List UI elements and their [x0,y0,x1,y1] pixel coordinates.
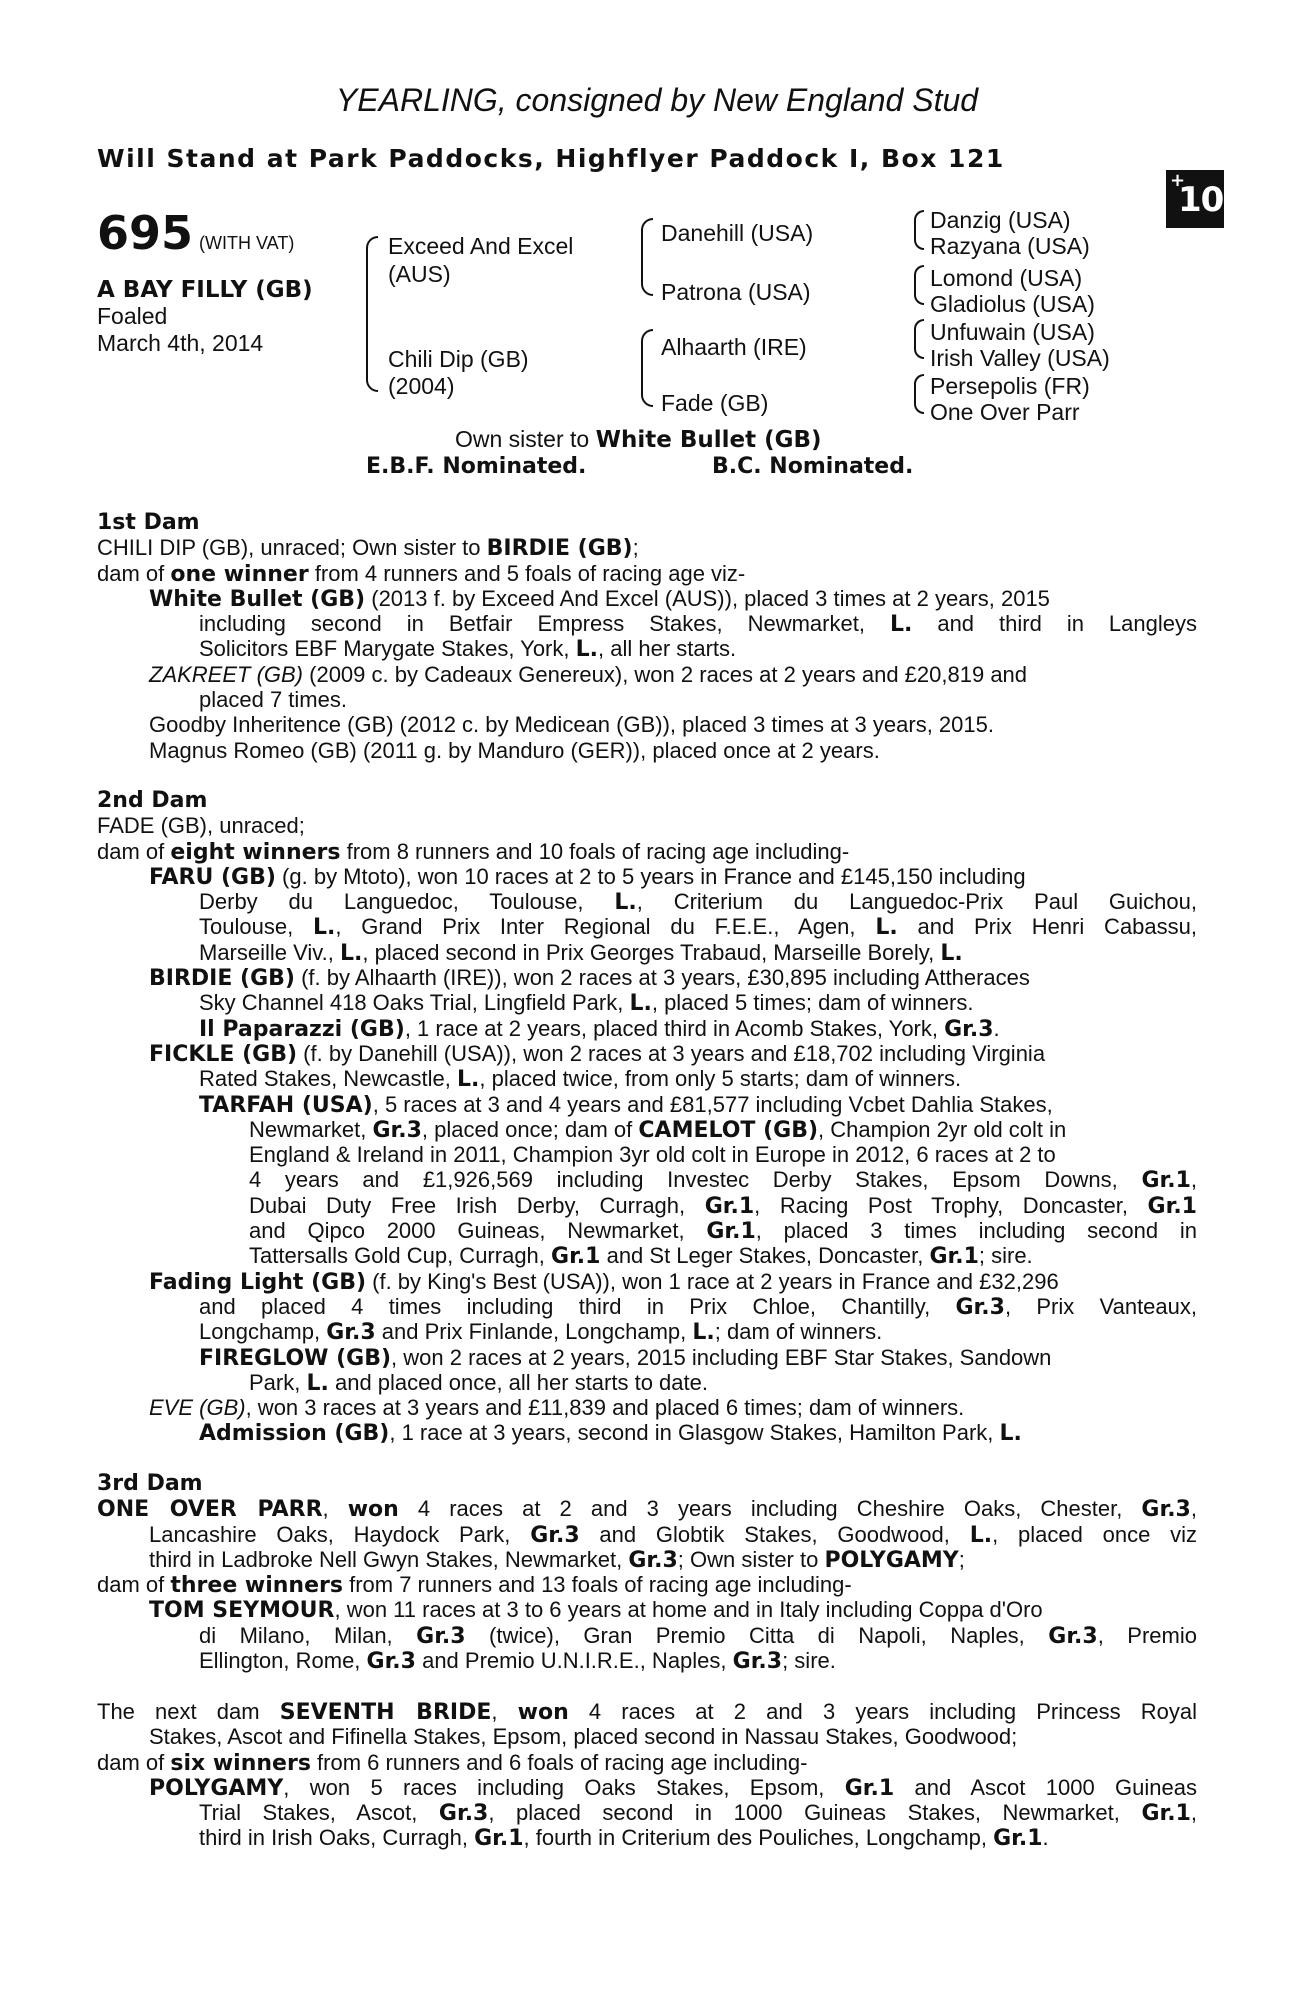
lot-badge [1166,170,1224,228]
pedigree-bracket-4c [914,319,924,359]
progeny-magnus-romeo: Magnus Romeo (GB) (2011 g. by Manduro (GER)), placed once at 2 years. [149,737,880,763]
third-dam-section: 3rd Dam ONE OVER PARR, won 4 races at 2 and 3 years including Cheshire Oaks, Chester, Gr.3, Lancashire Oaks, Haydock Park, Gr.3 and Globtik Stakes, Goodwood, L., placed once viz third in Ladbroke Nell Gwyn Stakes, Newmarket, Gr.3; Own sister to POLYGAMY; dam of three winners from 7 runners and 13 foals of racing age including- TOM SEYMOUR, won 11 races at 3 to 6 years at home and in Italy including Coppa d'Oro di Milano, Milan, Gr.3 (twice), Gran Premio Citta di Napoli, Naples, Gr.3, Premio Ellington, Rome, Gr.3 and Premio U.N.I.R.E., Naples, Gr.3; sire. [97,1471,1197,1675]
progeny-faru: FARU (GB) (g. by Mtoto), won 10 races at 2 to 5 years in France and £145,150 including [149,863,1026,890]
pedigree-bracket-sire [641,218,653,296]
foaled-date: March 4th, 2014 [97,330,264,356]
progeny-eve: EVE (GB), won 3 races at 3 years and £11,839 and placed 6 times; dam of winners. [149,1395,965,1421]
third-dam-heading: 3rd Dam [97,1471,203,1496]
progeny-goodby-inheritence: Goodby Inheritence (GB) (2012 c. by Medicean (GB)), placed 3 times at 3 years, 2015. [149,712,994,738]
progeny-fading-light: Fading Light (GB) (f. by King's Best (USA)), won 1 race at 2 years in France and £32,296 [149,1268,1059,1295]
pedigree-sire-sire: Danehill (USA) [661,220,814,246]
pedigree-sire: Exceed And Excel [388,233,574,259]
progeny-polygamy: POLYGAMY, won 5 races including Oaks Stakes, Epsom, Gr.1 and Ascot 1000 Guineas [149,1774,1197,1801]
pedigree-bracket-main [366,236,378,392]
badge-number: 10 [1178,180,1224,220]
lot-number-line [97,208,294,258]
progeny-admission: Admission (GB), 1 race at 3 years, second in Glasgow Stakes, Hamilton Park, L. [199,1420,1022,1447]
pedigree-ggd-2: Gladiolus (USA) [930,291,1095,317]
pedigree-bracket-4d [914,374,924,414]
badge-plus: + [1170,170,1186,191]
own-sister-note: Own sister to White Bullet (GB) [455,426,822,453]
pedigree-sire-origin: (AUS) [388,261,451,287]
ebf-nominated: E.B.F. Nominated. [366,454,587,479]
progeny-birdie: BIRDIE (GB) (f. by Alhaarth (IRE)), won 2 races at 3 years, £30,895 including Attheraces [149,965,1030,992]
catalogue-subtitle: YEARLING, consigned by New England Stud [335,82,979,118]
pedigree-sire-dam: Patrona (USA) [661,279,811,305]
second-dam-heading: 2nd Dam [97,788,208,813]
vat-note: (WITH VAT) [199,233,295,253]
lot-description: A BAY FILLY (GB) [97,277,313,303]
first-dam-heading: 1st Dam [97,510,200,535]
pedigree-dam-year: (2004) [388,373,455,399]
pedigree-dam-dam: Fade (GB) [661,390,769,416]
stand-location: Will Stand at Park Paddocks, Highflyer Paddock I, Box 121 [97,144,1005,173]
pedigree-ggs-3: Unfuwain (USA) [930,319,1095,345]
progeny-white-bullet: White Bullet (GB) (2013 f. by Exceed And Excel (AUS)), placed 3 times at 2 years, 2015 [149,585,1050,612]
progeny-il-paparazzi: Il Paparazzi (GB), 1 race at 2 years, placed third in Acomb Stakes, York, Gr.3. [199,1015,1000,1042]
pedigree-ggd-1: Razyana (USA) [930,233,1090,259]
pedigree-bracket-4a [914,210,924,250]
pedigree-ggd-4: One Over Parr [930,399,1080,425]
pedigree-ggs-2: Lomond (USA) [930,265,1083,291]
progeny-tarfah: TARFAH (USA), 5 races at 3 and 4 years and £81,577 including Vcbet Dahlia Stakes, [199,1091,1053,1118]
next-dam-section: The next dam SEVENTH BRIDE, won 4 races at 2 and 3 years including Princess Royal Stakes, Ascot and Fifinella Stakes, Epsom, placed second in Nassau Stakes, Goodwood; dam of six winners from 6 runners and 6 foals of racing age including- POLYGAMY, won 5 races including Oaks Stakes, Epsom, Gr.1 and Ascot 1000 Guineas Trial Stakes, Ascot, Gr.3, placed second in 1000 Guineas Stakes, Newmarket, Gr.1, third in Irish Oaks, Curragh, Gr.1, fourth in Criterium des Pouliches, Longchamp, Gr.1. [97,1699,1197,1852]
foaled-label: Foaled [97,303,168,329]
progeny-fireglow: FIREGLOW (GB), won 2 races at 2 years, 2015 including EBF Star Stakes, Sandown [199,1344,1052,1371]
lot-number: 695 [97,206,194,260]
pedigree-bracket-dam [641,329,653,407]
pedigree-bracket-4b [914,265,924,305]
first-dam-section: 1st Dam CHILI DIP (GB), unraced; Own sister to BIRDIE (GB); dam of one winner from 4 runners and 5 foals of racing age viz- White Bullet (GB) (2013 f. by Exceed And Excel (AUS)), placed 3 times at 2 years, 2015 including second in Betfair Empress Stakes, Newmarket, L. and third in Langleys Solicitors EBF Marygate Stakes, York, L., all her starts. ZAKREET (GB) (2009 c. by Cadeaux Genereux), won 2 races at 2 years and £20,819 and placed 7 times. Goodby Inheritence (GB) (2012 c. by Medicean (GB)), placed 3 times at 3 years, 2015. Magnus Romeo (GB) (2011 g. by Manduro (GER)), placed once at 2 years. [97,510,1197,763]
progeny-fickle: FICKLE (GB) (f. by Danehill (USA)), won 2 races at 3 years and £18,702 including Virginia [149,1040,1046,1067]
pedigree-ggs-4: Persepolis (FR) [930,373,1090,399]
pedigree-dam: Chili Dip (GB) [388,346,529,372]
second-dam-section: 2nd Dam FADE (GB), unraced; dam of eight winners from 8 runners and 10 foals of racing age including- FARU (GB) (g. by Mtoto), won 10 races at 2 to 5 years in France and £145,150 including Derby du Languedoc, Toulouse, L., Criterium du Languedoc-Prix Paul Guichou, Toulouse, L., Grand Prix Inter Regional du F.E.E., Agen, L. and Prix Henri Cabassu, Marseille Viv., L., placed second in Prix Georges Trabaud, Marseille Borely, L. BIRDIE (GB) (f. by Alhaarth (IRE)), won 2 races at 3 years, £30,895 including Attheraces Sky Channel 418 Oaks Trial, Lingfield Park, L., placed 5 times; dam of winners. Il Paparazzi (GB), 1 race at 2 years, placed third in Acomb Stakes, York, Gr.3. FICKLE (GB) (f. by Danehill (USA)), won 2 races at 3 years and £18,702 including Virginia Rated Stakes, Newcastle, L., placed twice, from only 5 starts; dam of winners. TARFAH (USA), 5 races at 3 and 4 years and £81,577 including Vcbet Dahlia Stakes, Newmarket, Gr.3, placed once; dam of CAMELOT (GB), Champion 2yr old colt in England & Ireland in 2011, Champion 3yr old colt in Europe in 2012, 6 races at 2 to 4 years and £1,926,569 including Investec Derby Stakes, Epsom Downs, Gr.1, Dubai Duty Free Irish Derby, Curragh, Gr.1, Racing Post Trophy, Doncaster, Gr.1 and Qipco 2000 Guineas, Newmarket, Gr.1, placed 3 times including second in Tattersalls Gold Cup, Curragh, Gr.1 and St Leger Stakes, Doncaster, Gr.1; sire. Fading Light (GB) (f. by King's Best (USA)), won 1 race at 2 years in France and £32,296 and placed 4 times including third in Prix Chloe, Chantilly, Gr.3, Prix Vanteaux, Longchamp, Gr.3 and Prix Finlande, Longchamp, L.; dam of winners. FIREGLOW (GB), won 2 races at 2 years, 2015 including EBF Star Stakes, Sandown Park, L. and placed once, all her starts to date. EVE (GB), won 3 races at 3 years and £11,839 and placed 6 times; dam of winners. Admission (GB), 1 race at 3 years, second in Glasgow Stakes, Hamilton Park, L. [97,788,1198,1447]
pedigree-ggd-3: Irish Valley (USA) [930,345,1110,371]
bc-nominated: B.C. Nominated. [712,454,914,479]
progeny-tom-seymour: TOM SEYMOUR, won 11 races at 3 to 6 years at home and in Italy including Coppa d'Oro [149,1597,1043,1624]
pedigree-dam-sire: Alhaarth (IRE) [661,334,807,360]
progeny-zakreet: ZAKREET (GB) (2009 c. by Cadeaux Genereux), won 2 races at 2 years and £20,819 and [149,661,1028,687]
pedigree-ggs-1: Danzig (USA) [930,207,1071,233]
